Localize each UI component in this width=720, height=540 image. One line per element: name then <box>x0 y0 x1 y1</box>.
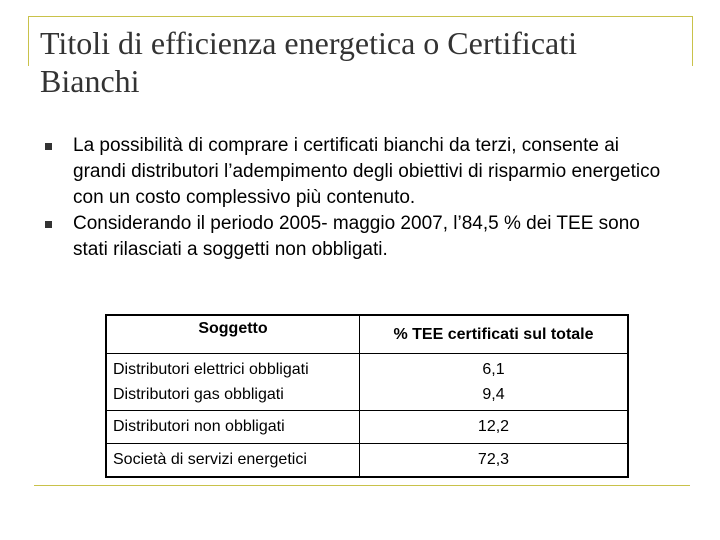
decor-rule-bottom <box>34 485 690 486</box>
table-row <box>106 411 628 444</box>
column-header-subject: Soggetto <box>106 315 360 354</box>
bullet-item <box>45 133 665 211</box>
value-cell <box>360 354 629 411</box>
subject-line: Distributori elettrici obbligati <box>113 361 309 378</box>
bullet-text: Considerando il periodo 2005- maggio 2007, l’84,5 % dei TEE sono stati rilasciati a soggetti non obbligati. <box>73 213 640 260</box>
bullet-item <box>45 211 665 263</box>
column-header-share: % TEE certificati sul totale <box>360 315 629 354</box>
decor-rule-left <box>28 16 29 66</box>
bullet-list <box>45 133 665 263</box>
value-line: 9,4 <box>482 386 505 403</box>
bullet-text: La possibilità di comprare i certificati bianchi da terzi, consente ai grandi distributori l’adempimento degli obiettivi di risparmio energetico con un costo complessivo più contenuto. <box>73 135 661 208</box>
subject-cell: Distributori non obbligati <box>106 411 360 444</box>
table-row <box>106 354 628 411</box>
subject-line: Distributori gas obbligati <box>113 386 284 403</box>
table-header-row <box>106 315 628 354</box>
decor-rule-right <box>692 16 693 66</box>
value-cell: 72,3 <box>360 444 629 478</box>
bullet-square-icon <box>45 143 52 150</box>
subject-cell <box>106 354 360 411</box>
slide-title: Titoli di efficienza energetica o Certificati Bianchi <box>40 25 577 99</box>
subject-cell: Società di servizi energetici <box>106 444 360 478</box>
table-row <box>106 444 628 478</box>
value-line: 6,1 <box>482 361 505 378</box>
bullet-square-icon <box>45 221 52 228</box>
value-cell: 12,2 <box>360 411 629 444</box>
tee-share-table <box>105 314 629 478</box>
decor-rule-top <box>28 16 692 17</box>
